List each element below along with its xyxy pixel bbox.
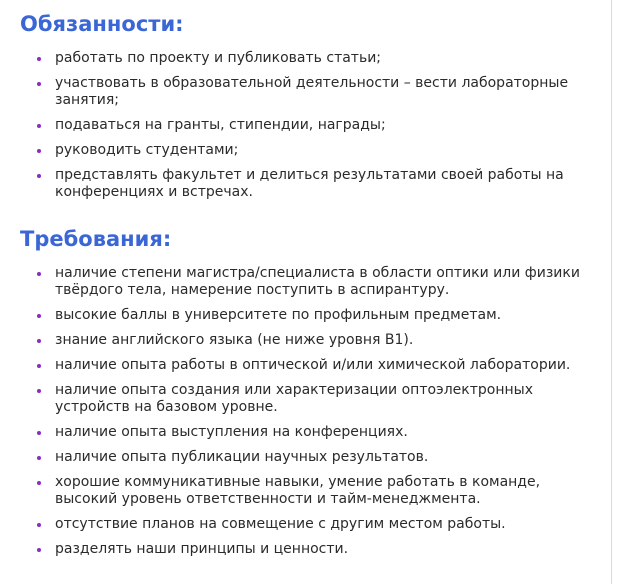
list-item-text: руководить студентами; (55, 142, 239, 158)
list-item-text: подаваться на гранты, стипендии, награды; (55, 117, 386, 133)
bullet-icon (37, 124, 41, 128)
bullet-icon (37, 431, 41, 435)
section-title-duties: Обязанности: (20, 12, 184, 36)
list-item (20, 117, 611, 134)
list-item-text: наличие опыта создания или характеризации оптоэлектронных устройств на базовом уровне. (55, 382, 533, 415)
list-item (20, 474, 611, 508)
list-item (20, 424, 611, 441)
bullet-icon (37, 57, 41, 61)
list-item-text: высокие баллы в университете по профильным предметам. (55, 307, 502, 323)
list-item-text: наличие степени магистра/специалиста в области оптики или физики твёрдого тела, намерение поступить в аспирантуру. (55, 265, 580, 298)
list-item-text: участвовать в образовательной деятельности – вести лабораторные занятия; (55, 75, 569, 108)
list-item-text: хорошие коммуникативные навыки, умение работать в команде, высокий уровень ответственности и тайм-менеджмента. (55, 474, 541, 507)
list-item (20, 50, 611, 67)
bullet-icon (37, 456, 41, 460)
bullet-icon (37, 364, 41, 368)
bullet-icon (37, 481, 41, 485)
section-title-requirements: Требования: (20, 227, 172, 251)
list-item-text: знание английского языка (не ниже уровня B1). (55, 332, 414, 348)
bullet-icon (37, 339, 41, 343)
list-item-text: разделять наши принципы и ценности. (55, 541, 349, 557)
list-item-text: наличие опыта публикации научных результатов. (55, 449, 429, 465)
list-item (20, 167, 611, 201)
list-item (20, 541, 611, 558)
list-item (20, 307, 611, 324)
duties-list (20, 50, 611, 201)
list-item-text: представлять факультет и делиться результатами своей работы на конференциях и встречах. (55, 167, 564, 200)
bullet-icon (37, 149, 41, 153)
list-item (20, 382, 611, 416)
list-item-text: отсутствие планов на совмещение с другим местом работы. (55, 516, 506, 532)
list-item-text: работать по проекту и публиковать статьи; (55, 50, 382, 66)
bullet-icon (37, 523, 41, 527)
list-item (20, 265, 611, 299)
list-item (20, 357, 611, 374)
list-item (20, 332, 611, 349)
list-item-text: наличие опыта работы в оптической и/или химической лаборатории. (55, 357, 571, 373)
list-item (20, 75, 611, 109)
requirements-list (20, 265, 611, 558)
bullet-icon (37, 272, 41, 276)
list-item-text: наличие опыта выступления на конференциях. (55, 424, 408, 440)
bullet-icon (37, 548, 41, 552)
list-item (20, 142, 611, 159)
list-item (20, 516, 611, 533)
list-item (20, 449, 611, 466)
bullet-icon (37, 174, 41, 178)
bullet-icon (37, 389, 41, 393)
bullet-icon (37, 314, 41, 318)
bullet-icon (37, 82, 41, 86)
